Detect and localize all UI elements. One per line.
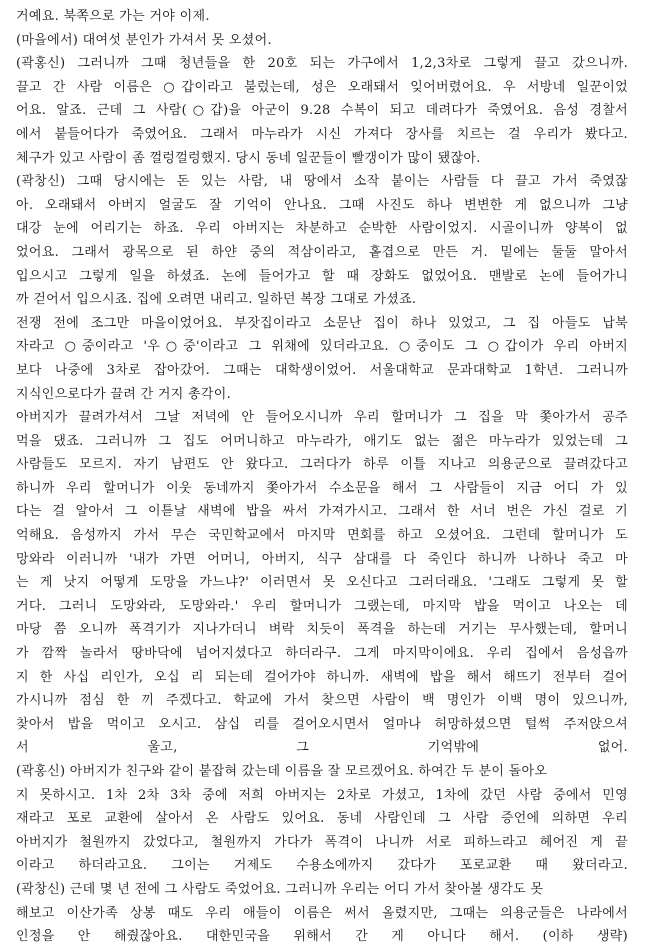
text-line: 에서 붙들어다가 죽였어요. 그래서 마누라가 시신 가져다 장사를 치르는 걸 우리가 봤다고. (16, 126, 628, 142)
text-line: 다는 걸 알아서 그 이튿날 새벽에 밥을 싸서 가져가시고. 그래서 한 서너 번은 가신 걸로 기 (16, 504, 628, 520)
text-line: 아버지가 철원까지 갔었다고, 철원까지 가다가 폭격이 나니까 서로 피하느라고 헤어진 게 끝 (16, 834, 628, 850)
text-line: 인정을 안 해줬잖아요. 대한민국을 위해서 간 게 아니다 해서. (이하 생략) (16, 929, 628, 945)
text-line: 자라고 ○중이라고 '우○중'이라고 그 위채에 있더라고요. ○중이도 그 ○갑이가 우리 아버지 (16, 339, 628, 355)
text-line: 가시니까 점심 한 끼 주겠다고. 학교에 가서 찾으면 사람이 백 명인가 이백 명이 있으니까, (16, 693, 628, 709)
text-line: (곽창신) 근데 몇 년 전에 그 사람도 죽었어요. 그러니까 우리는 어디 가서 찾아볼 생각도 못 (16, 881, 544, 897)
text-line: 거예요. 북쪽으로 가는 거야 이제. (16, 9, 210, 24)
text-line: 재라고 포로 교환에 살아서 온 사람도 있어요. 동네 사람인데 그 사람 증언에 의하면 우리 (16, 811, 628, 827)
text-line: 보다 나중에 3차로 잡아갔어. 그때는 대학생이었어. 서울대학교 문과대학교 1학년. 그러니까 (16, 362, 628, 378)
text-line: 지식인으로다가 끌려 간 거지 총각이. (16, 386, 232, 402)
text-line: 었어요. 그래서 광목으로 된 하얀 중의 적삼이라고, 홑겹으로 만든 거. 밑에는 둘둘 말아서 (16, 244, 628, 260)
text-line: 체구가 있고 사람이 좀 껄렁껄렁했지. 당시 동네 일꾼들이 빨갱이가 많이 됐잖아. (16, 150, 481, 166)
text-line: 하니까 우리 할머니가 이웃 동네까지 쫓아가서 수소문을 해서 그 사람들이 지금 어디 가 있 (16, 480, 628, 496)
text-line: 먹을 댔죠. 그러니까 그 집도 어머니하고 마누라가, 애기도 없는 젊은 마누라가 있었는데 그 (16, 433, 628, 449)
document-body (16, 5, 628, 949)
text-line: 거다. 그러니 도망와라, 도망와라.' 우리 할머니가 그랬는데, 마지막 밥을 먹이고 나오는 데 (16, 598, 628, 614)
text-line: 지 한 사십 리인가, 오십 리 되는데 걸어가야 하니까. 새벽에 밥을 해서 해뜨기 전부터 걸어 (16, 669, 628, 685)
text-line: 전쟁 전에 조그만 마을이었어요. 부잣집이라고 소문난 집이 하나 있었고, 그 집 아들도 납북 (16, 315, 628, 331)
text-line: (곽홍신) 아버지가 친구와 같이 붙잡혀 갔는데 이름을 잘 모르겠어요. 하여간 두 분이 돌아오 (16, 764, 548, 779)
text-line: 까 걷어서 입으시죠. 집에 오려면 내리고. 일하던 복장 그대로 가셨죠. (16, 292, 417, 308)
text-line: 지 못하시고. 1차 2차 3차 중에 저희 아버지는 2차로 가셨고, 1차에 갔던 사람 중에서 민영 (16, 787, 628, 803)
text-line: 아. 오래돼서 아버지 얼굴도 잘 기억이 안나요. 그때 사진도 하나 변변한 게 없으니까 그냥 (16, 197, 628, 213)
text-line: 억해요. 음성까지 가서 무슨 국민학교에서 마지막 면회를 하고 오셨어요. 그런데 할머니가 도 (16, 528, 628, 544)
text-line: 마당 쯤 오니까 폭격기가 지나가더니 벼락 치듯이 폭격을 하는데 거기는 무사했는데, 할머니 (16, 622, 628, 638)
text-line: 아버지가 끌려가셔서 그날 저녁에 안 들어오시니까 우리 할머니가 그 집을 막 쫓아가서 공주 (16, 410, 628, 426)
text-line: 해보고 이산가족 상봉 때도 우리 애들이 이름은 써서 올렸지만, 그때는 의용군들은 나라에서 (16, 905, 628, 921)
text-line: 입으시고 그렇게 일을 하셨죠. 논에 들어가고 할 때 장화도 없었어요. 맨발로 논에 들어가니 (16, 268, 628, 284)
text-line: 사람들도 모르지. 자기 남편도 안 왔다고. 그러다가 하루 이틀 지나고 의용군으로 끌려갔다고 (16, 457, 628, 473)
text-line: 어요. 알죠. 근데 그 사람(○갑)을 아군이 9.28 수복이 되고 데려다가 죽였어요. 음성 경찰서 (16, 103, 628, 119)
text-line: 서 울고, 그 기억밖에 없어. (16, 740, 628, 756)
text-line: 이라고 하더라고요. 그이는 거제도 수용소에까지 갔다가 포로교환 때 왔더라고. (16, 858, 628, 874)
text-line: (마을에서) 대여섯 분인가 가셔서 못 오셨어. (16, 32, 272, 48)
text-line: 끌고 간 사람 이름은 ○갑이라고 불렀는데, 성은 오래돼서 잊어버렸어요. 우 서방네 일꾼이었 (16, 79, 628, 95)
text-line: (곽창신) 그때 당시에는 돈 있는 사람, 내 땅에서 소작 붙이는 사람들 다 끌고 가서 죽였잖 (16, 174, 628, 190)
text-line: 가 깜짝 놀라서 땅바닥에 넘어지셨다고 하더라구. 그게 마지막이에요. 우리 집에서 음성읍까 (16, 646, 628, 662)
text-line: 대강 눈에 어리기는 하죠. 우리 아버지는 차분하고 순박한 사람이었지. 시골이니까 양복이 없 (16, 221, 628, 237)
text-line: (곽홍신) 그러니까 그때 청년들을 한 20호 되는 가구에서 1,2,3차로 그렇게 끌고 갔으니까. (16, 56, 628, 72)
text-line: 는 게 낫지 어떻게 도망을 가느냐?' 이러면서 못 오신다고 그러더래요. '그래도 그렇게 못 할 (16, 575, 628, 591)
text-line: 찾아서 밥을 먹이고 오시고. 삼십 리를 걸어오시면서 얼마나 허망하셨으면 털썩 주저앉으셔 (16, 716, 628, 732)
text-line: 망와라 이러니까 '내가 가면 어머니, 아버지, 식구 삼대를 다 죽인다 하니까 나하나 죽고 마 (16, 551, 628, 567)
